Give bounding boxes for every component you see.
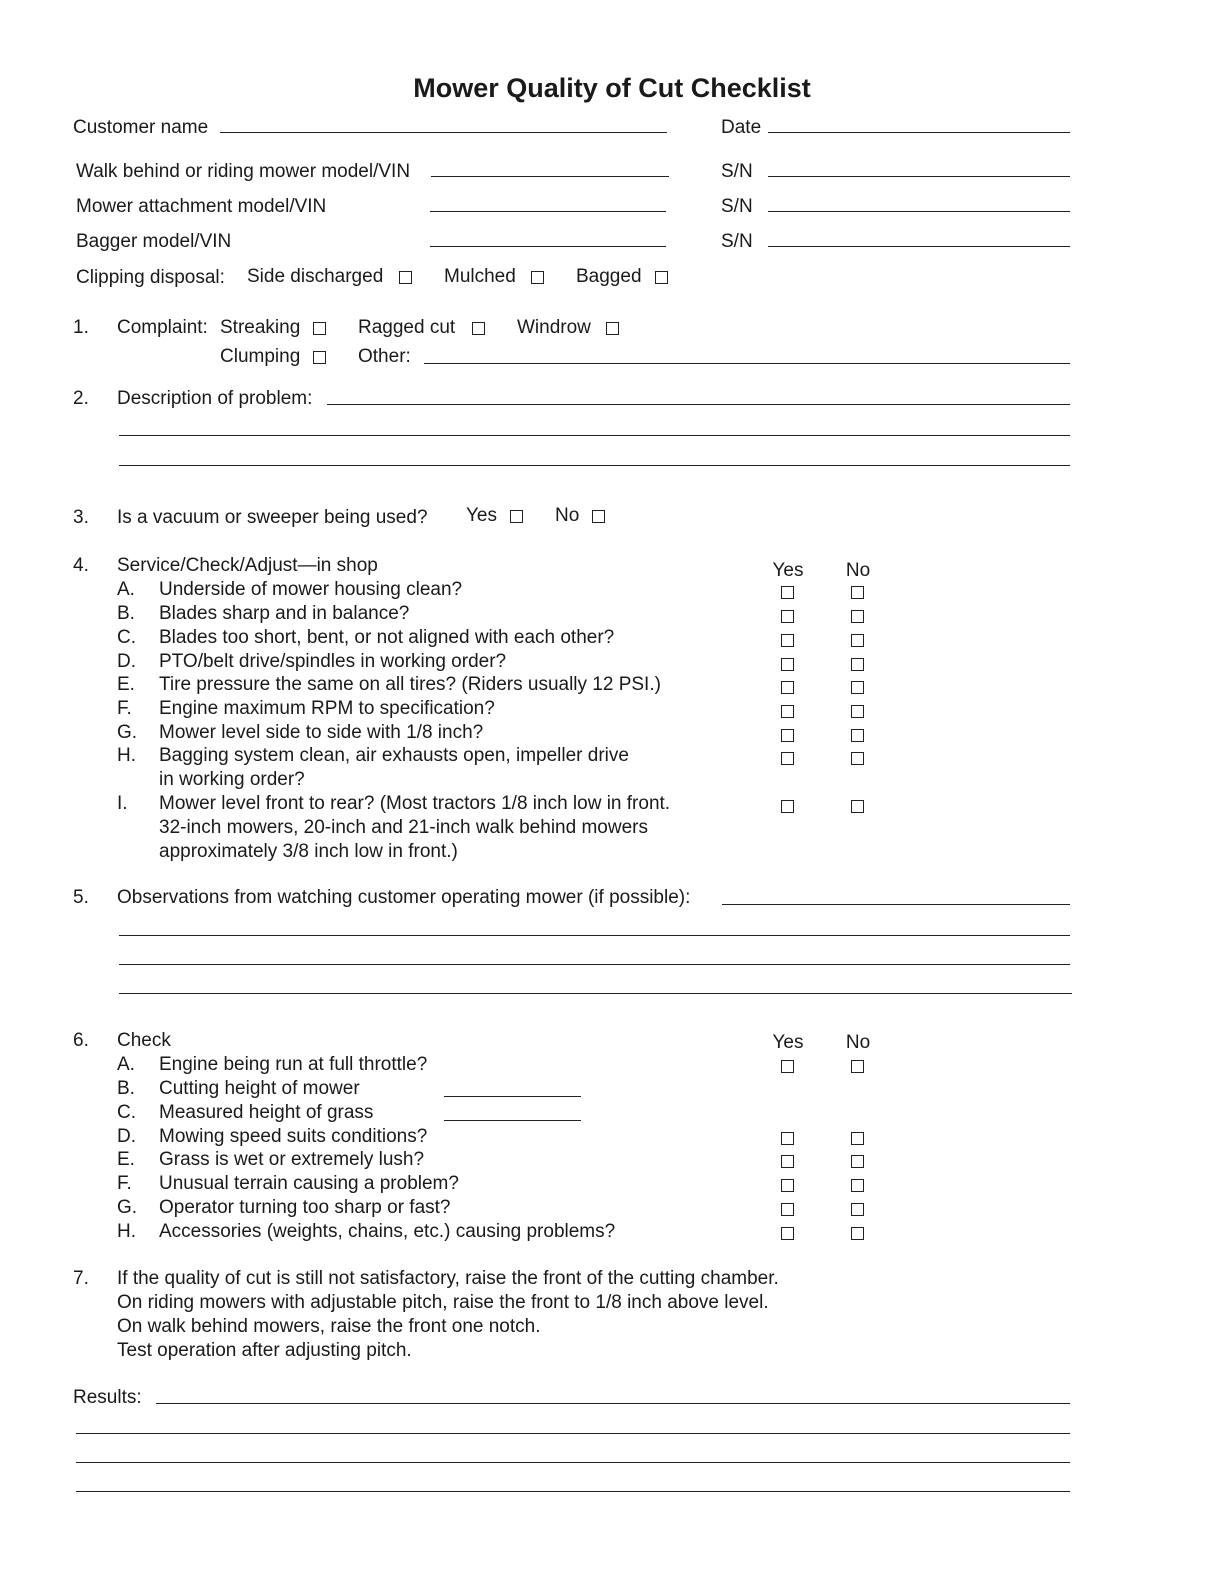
item-text: approximately 3/8 inch low in front.)	[159, 841, 458, 862]
option-label: Ragged cut	[358, 317, 456, 338]
results-field[interactable]	[156, 1403, 1070, 1404]
instruction-line: On walk behind mowers, raise the front one notch.	[117, 1316, 541, 1337]
instruction-line: On riding mowers with adjustable pitch, raise the front to 1/8 inch above level.	[117, 1292, 769, 1313]
attachment-model-label: Mower attachment model/VIN	[76, 196, 327, 217]
item-text: Operator turning too sharp or fast?	[159, 1197, 451, 1218]
no-checkbox[interactable]	[851, 705, 864, 718]
no-checkbox[interactable]	[851, 800, 864, 813]
observations-field[interactable]	[119, 964, 1070, 965]
side-discharged-checkbox[interactable]	[399, 271, 412, 284]
item-letter: C.	[117, 627, 136, 648]
item-text: Bagging system clean, air exhausts open, impeller drive	[159, 745, 629, 766]
results-field[interactable]	[76, 1433, 1070, 1434]
date-label: Date	[721, 117, 762, 138]
sn-label: S/N	[721, 231, 753, 252]
no-column-header: No	[845, 1032, 871, 1053]
option-label: Side discharged	[247, 266, 384, 287]
item-text: Accessories (weights, chains, etc.) causing problems?	[159, 1221, 616, 1242]
section-number: 2.	[73, 388, 89, 409]
description-field[interactable]	[119, 435, 1070, 436]
attachment-sn-field[interactable]	[768, 211, 1070, 212]
yes-checkbox[interactable]	[781, 705, 794, 718]
yes-checkbox[interactable]	[781, 634, 794, 647]
no-checkbox[interactable]	[851, 586, 864, 599]
option-label: Clumping	[220, 346, 301, 367]
item-letter: F.	[117, 1173, 132, 1194]
item-letter: E.	[117, 674, 135, 695]
no-checkbox[interactable]	[851, 729, 864, 742]
item-text: Mower level side to side with 1/8 inch?	[159, 722, 484, 743]
item-letter: D.	[117, 651, 136, 672]
bagger-model-field[interactable]	[430, 246, 666, 247]
mower-sn-field[interactable]	[768, 176, 1070, 177]
option-label: Mulched	[444, 266, 516, 287]
item-text: Cutting height of mower	[159, 1078, 360, 1099]
no-checkbox[interactable]	[851, 1203, 864, 1216]
yes-checkbox[interactable]	[781, 610, 794, 623]
mower-model-label: Walk behind or riding mower model/VIN	[76, 161, 411, 182]
item-letter: B.	[117, 1078, 135, 1099]
no-checkbox[interactable]	[851, 681, 864, 694]
instruction-line: Test operation after adjusting pitch.	[117, 1340, 412, 1361]
no-checkbox[interactable]	[851, 752, 864, 765]
section-number: 7.	[73, 1268, 89, 1289]
no-checkbox[interactable]	[851, 610, 864, 623]
section-number: 3.	[73, 507, 89, 528]
observations-label: Observations from watching customer operating mower (if possible):	[117, 887, 691, 908]
observations-field[interactable]	[119, 935, 1070, 936]
section-number: 6.	[73, 1030, 89, 1051]
item-text: Engine maximum RPM to specification?	[159, 698, 495, 719]
no-column-header: No	[845, 560, 871, 581]
item-text: PTO/belt drive/spindles in working order?	[159, 651, 507, 672]
item-text: Grass is wet or extremely lush?	[159, 1149, 425, 1170]
no-checkbox[interactable]	[851, 1227, 864, 1240]
section-number: 4.	[73, 555, 89, 576]
instruction-line: If the quality of cut is still not satisfactory, raise the front of the cutting chamber.	[117, 1268, 779, 1289]
windrow-checkbox[interactable]	[606, 322, 619, 335]
item-text: Mowing speed suits conditions?	[159, 1126, 428, 1147]
yes-checkbox[interactable]	[781, 729, 794, 742]
section-number: 1.	[73, 317, 89, 338]
yes-checkbox[interactable]	[781, 1155, 794, 1168]
clipping-disposal-label: Clipping disposal:	[76, 267, 225, 288]
page-title: Mower Quality of Cut Checklist	[413, 73, 811, 103]
no-checkbox[interactable]	[851, 1179, 864, 1192]
clumping-checkbox[interactable]	[313, 351, 326, 364]
customer-name-label: Customer name	[73, 117, 209, 138]
item-letter: H.	[117, 745, 136, 766]
item-letter: B.	[117, 603, 135, 624]
bagger-model-label: Bagger model/VIN	[76, 231, 232, 252]
item-letter: H.	[117, 1221, 136, 1242]
item-letter: A.	[117, 579, 135, 600]
no-checkbox[interactable]	[851, 1155, 864, 1168]
sn-label: S/N	[721, 196, 753, 217]
yes-checkbox[interactable]	[781, 1060, 794, 1073]
item-letter: I.	[117, 793, 128, 814]
yes-checkbox[interactable]	[781, 752, 794, 765]
results-field[interactable]	[76, 1462, 1070, 1463]
streaking-checkbox[interactable]	[313, 322, 326, 335]
no-checkbox[interactable]	[851, 658, 864, 671]
description-field[interactable]	[327, 404, 1070, 405]
item-letter: G.	[117, 1197, 138, 1218]
item-text: Engine being run at full throttle?	[159, 1054, 428, 1075]
item-text: in working order?	[159, 769, 305, 790]
other-field[interactable]	[424, 363, 1070, 364]
description-label: Description of problem:	[117, 388, 313, 409]
height-measure-field[interactable]	[444, 1096, 581, 1097]
complaint-label: Complaint:	[117, 317, 208, 338]
height-measure-field[interactable]	[444, 1120, 581, 1121]
yes-label: Yes	[466, 505, 497, 526]
vacuum-yes-checkbox[interactable]	[510, 510, 523, 523]
results-field[interactable]	[76, 1491, 1070, 1492]
vacuum-no-checkbox[interactable]	[592, 510, 605, 523]
item-text: 32-inch mowers, 20-inch and 21-inch walk behind mowers	[159, 817, 648, 838]
sn-label: S/N	[721, 161, 753, 182]
item-text: Tire pressure the same on all tires? (Riders usually 12 PSI.)	[159, 674, 661, 695]
ragged-cut-checkbox[interactable]	[472, 322, 485, 335]
yes-column-header: Yes	[772, 560, 804, 581]
option-label: Bagged	[576, 266, 642, 287]
vacuum-question: Is a vacuum or sweeper being used?	[117, 507, 428, 528]
mulched-checkbox[interactable]	[531, 271, 544, 284]
item-text: Unusual terrain causing a problem?	[159, 1173, 459, 1194]
bagger-sn-field[interactable]	[768, 246, 1070, 247]
attachment-model-field[interactable]	[430, 211, 666, 212]
yes-checkbox[interactable]	[781, 681, 794, 694]
yes-checkbox[interactable]	[781, 658, 794, 671]
no-checkbox[interactable]	[851, 1060, 864, 1073]
other-label: Other:	[358, 346, 411, 367]
no-checkbox[interactable]	[851, 634, 864, 647]
mower-model-field[interactable]	[431, 176, 669, 177]
item-text: Measured height of grass	[159, 1102, 374, 1123]
yes-checkbox[interactable]	[781, 586, 794, 599]
option-label: Streaking	[220, 317, 301, 338]
yes-checkbox[interactable]	[781, 1227, 794, 1240]
yes-checkbox[interactable]	[781, 1132, 794, 1145]
observations-field[interactable]	[119, 993, 1072, 994]
item-letter: G.	[117, 722, 138, 743]
bagged-checkbox[interactable]	[655, 271, 668, 284]
date-field[interactable]	[768, 132, 1070, 133]
section-heading: Service/Check/Adjust—in shop	[117, 555, 378, 576]
item-letter: C.	[117, 1102, 136, 1123]
no-label: No	[555, 505, 580, 526]
observations-field[interactable]	[722, 904, 1070, 905]
yes-column-header: Yes	[772, 1032, 804, 1053]
yes-checkbox[interactable]	[781, 1179, 794, 1192]
description-field[interactable]	[119, 465, 1070, 466]
item-text: Blades sharp and in balance?	[159, 603, 410, 624]
item-text: Underside of mower housing clean?	[159, 579, 463, 600]
no-checkbox[interactable]	[851, 1132, 864, 1145]
section-heading: Check	[117, 1030, 171, 1051]
option-label: Windrow	[517, 317, 591, 338]
item-letter: D.	[117, 1126, 136, 1147]
item-letter: E.	[117, 1149, 135, 1170]
item-text: Blades too short, bent, or not aligned with each other?	[159, 627, 615, 648]
section-number: 5.	[73, 887, 89, 908]
customer-name-field[interactable]	[220, 132, 667, 133]
results-label: Results:	[73, 1387, 142, 1408]
item-text: Mower level front to rear? (Most tractors 1/8 inch low in front.	[159, 793, 671, 814]
item-letter: A.	[117, 1054, 135, 1075]
yes-checkbox[interactable]	[781, 800, 794, 813]
yes-checkbox[interactable]	[781, 1203, 794, 1216]
item-letter: F.	[117, 698, 132, 719]
